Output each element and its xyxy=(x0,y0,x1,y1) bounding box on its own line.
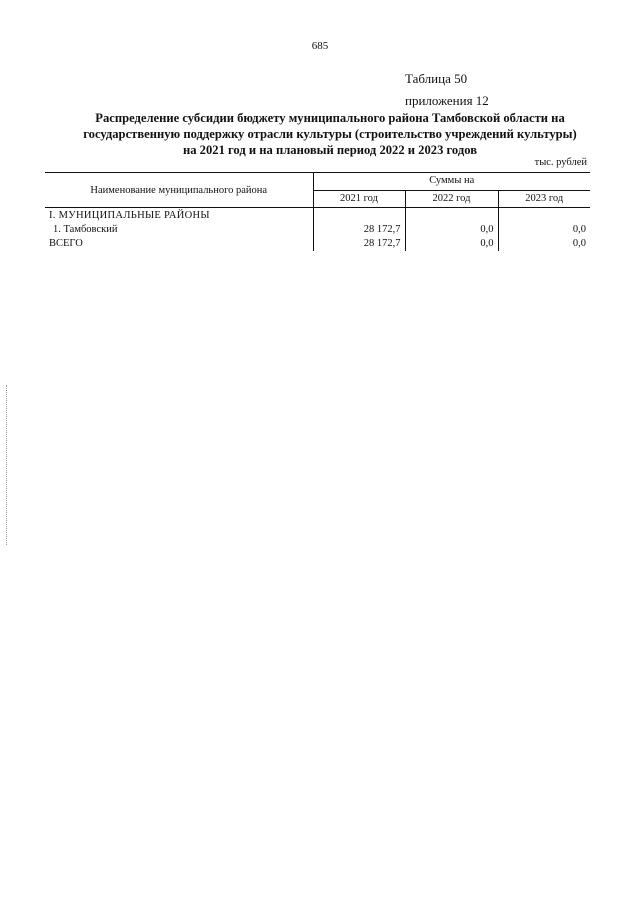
total-2021: 28 172,7 xyxy=(313,237,405,251)
subsidy-table xyxy=(45,172,590,251)
total-row xyxy=(45,237,590,251)
title-line-3: на 2021 год и на плановый период 2022 и 2023 годов xyxy=(182,143,478,157)
total-2022: 0,0 xyxy=(405,237,498,251)
title-line-2: государственную поддержку отрасли культуры (строительство учреждений культуры) xyxy=(83,127,577,141)
table-row xyxy=(45,223,590,237)
title-line-1: Распределение субсидии бюджету муниципального района Тамбовской области на xyxy=(95,111,565,125)
section-row xyxy=(45,208,590,224)
total-label: ВСЕГО xyxy=(49,238,83,249)
table-reference-number: Таблица 50 xyxy=(405,71,468,86)
value-2022: 0,0 xyxy=(405,223,498,237)
header-year-2023: 2023 год xyxy=(498,190,590,208)
header-year-2022: 2022 год xyxy=(405,190,498,208)
page-number: 685 xyxy=(311,40,329,52)
total-2023: 0,0 xyxy=(498,237,590,251)
header-district-name: Наименование муниципального района xyxy=(45,173,313,208)
value-2023: 0,0 xyxy=(498,223,590,237)
value-2021: 28 172,7 xyxy=(313,223,405,237)
document-title xyxy=(40,110,620,158)
section-label: I. МУНИЦИПАЛЬНЫЕ РАЙОНЫ xyxy=(49,210,210,221)
units-label: тыс. рублей xyxy=(534,157,587,168)
appendix-reference: приложения 12 xyxy=(405,93,489,108)
header-sums-group: Суммы на xyxy=(313,173,590,191)
district-name: 1. Тамбовский xyxy=(53,224,118,235)
header-year-2021: 2021 год xyxy=(313,190,405,208)
scan-margin-mark xyxy=(6,385,8,545)
